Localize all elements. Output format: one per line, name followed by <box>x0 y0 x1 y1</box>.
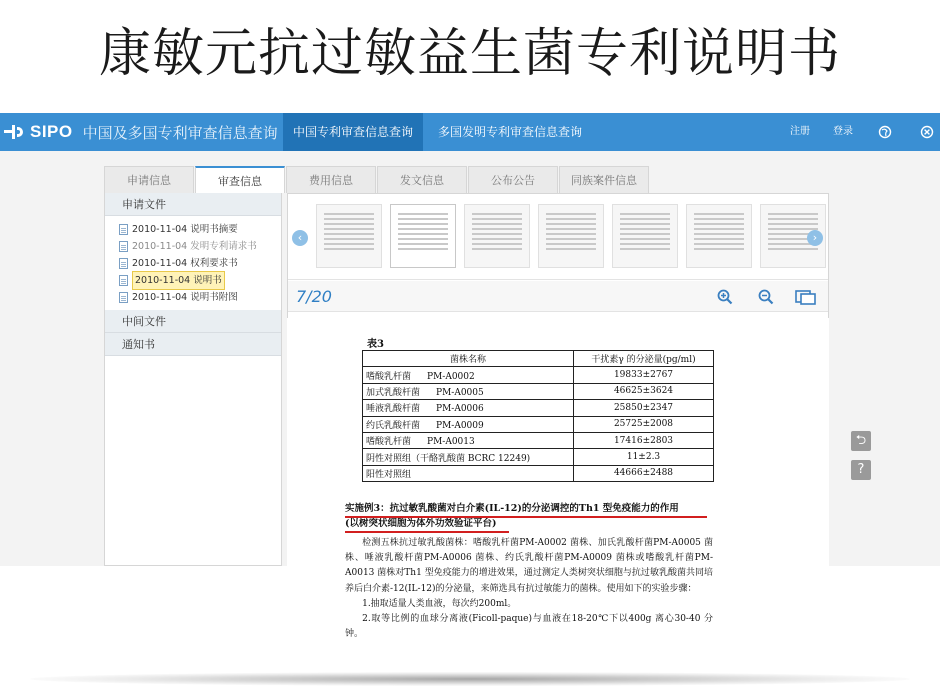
zoom-out-icon[interactable] <box>757 288 775 306</box>
next-arrow-icon[interactable]: › <box>807 230 823 246</box>
file-item-drawings[interactable]: 2010-11-04 说明书附图 <box>119 289 281 306</box>
tab-publication[interactable]: 公布公告 <box>468 166 558 193</box>
page-shadow <box>30 672 910 686</box>
site-name: 中国及多国专利审查信息查询 <box>82 123 278 142</box>
help-icon[interactable]: ? <box>851 460 871 480</box>
fit-page-icon[interactable] <box>795 288 817 306</box>
page-thumbnail[interactable] <box>538 204 604 268</box>
banner-title: 康敏元抗过敏益生菌专利说明书 <box>98 24 841 84</box>
tab-multi-country-query[interactable]: 多国发明专利审查信息查询 <box>437 125 582 139</box>
document-page <box>287 318 829 670</box>
viewer-toolbar <box>288 281 828 312</box>
page-indicator: 7/20 <box>296 287 332 306</box>
file-item-claims[interactable]: 2010-11-04 权利要求书 <box>119 255 281 272</box>
register-link[interactable]: 注册 <box>790 126 810 137</box>
page-thumbnail[interactable] <box>612 204 678 268</box>
sub-tab-bar <box>104 166 650 193</box>
thumbnail-strip <box>288 194 828 280</box>
body-paragraph: 检测五株抗过敏乳酸菌株：嗜酸乳杆菌PM-A0002 菌株、加氏乳酸杆菌PM-A0005 菌株、唾液乳酸杆菌PM-A0006 菌株、约氏乳酸杆菌PM-A0009 菌株或嗜酸乳杆菌PM-A0013 菌株对Th1 型免疫能力的增进效果，通过测定人类树突状细胞与抗过敏乳酸菌共同培养后白介素-12(IL-12)的分泌量，来筛选具有抗过敏能力的菌株。使用如下的实验步骤： <box>345 538 713 594</box>
file-item-request[interactable]: 2010-11-04 发明专利请求书 <box>119 238 281 255</box>
page-thumbnail[interactable] <box>464 204 530 268</box>
login-link[interactable]: 登录 <box>833 126 853 137</box>
section-notices[interactable]: 通知书 <box>105 333 281 356</box>
table-row: 阳性对照组 44666±2488 <box>363 465 714 481</box>
tab-examination-info[interactable]: 审查信息 <box>195 166 285 193</box>
document-sidebar <box>104 193 282 566</box>
document-icon <box>119 292 128 303</box>
file-item-abstract[interactable]: 2010-11-04 说明书摘要 <box>119 221 281 238</box>
tab-fee-info[interactable]: 费用信息 <box>286 166 376 193</box>
table-caption: 表3 <box>367 339 384 350</box>
prev-arrow-icon[interactable]: ‹ <box>292 230 308 246</box>
tab-china-patent-query[interactable]: 中国专利审查信息查询 <box>283 113 423 151</box>
tab-dispatch-info[interactable]: 发文信息 <box>377 166 467 193</box>
close-icon[interactable] <box>920 125 934 139</box>
body-text <box>345 536 713 642</box>
section-intermediate-docs[interactable]: 中间文件 <box>105 310 281 333</box>
table-row: 唾液乳酸杆菌 PM-A0006 25850±2347 <box>363 400 714 416</box>
file-item-description[interactable]: 2010-11-04 说明书 <box>119 272 281 289</box>
table-row: 嗜酸乳杆菌 PM-A0013 17416±2803 <box>363 432 714 448</box>
step-2: 2.取等比例的血球分离液(Ficoll-paque)与血液在18-20℃下以400g 离心30-40 分钟。 <box>345 614 713 640</box>
red-underline <box>345 531 509 533</box>
table-row: 嗜酸乳杆菌 PM-A0002 19833±2767 <box>363 367 714 383</box>
globe-icon[interactable] <box>878 125 892 139</box>
file-list <box>105 216 281 310</box>
document-icon <box>119 275 128 286</box>
sipo-logo[interactable] <box>0 113 278 151</box>
table-row: 阴性对照组（干酪乳酸菌 BCRC 12249) 11±2.3 <box>363 449 714 465</box>
section-application-docs[interactable]: 申请文件 <box>105 193 281 216</box>
page-thumbnail[interactable] <box>316 204 382 268</box>
document-icon <box>119 258 128 269</box>
tab-family-cases[interactable]: 同族案件信息 <box>559 166 649 193</box>
example-heading-line1: 实施例3：抗过敏乳酸菌对白介素(IL-12)的分泌调控的Th1 型免疫能力的作用 <box>345 503 679 514</box>
top-navigation-bar <box>0 113 940 151</box>
document-icon <box>119 224 128 235</box>
zoom-in-icon[interactable] <box>716 288 734 306</box>
back-icon[interactable]: ⮌ <box>851 431 871 451</box>
page-thumbnail-current[interactable] <box>390 204 456 268</box>
table-row: 约氏乳酸杆菌 PM-A0009 25725±2008 <box>363 416 714 432</box>
column-header: 干扰素γ 的分泌量(pg/ml) <box>574 351 714 367</box>
step-1: 1.抽取适量人类血液，每次约200ml。 <box>362 598 517 609</box>
strain-table <box>362 350 714 482</box>
column-header: 菌株名称 <box>363 351 574 367</box>
example-heading-line2: (以树突状细胞为体外功效验证平台) <box>345 518 497 529</box>
page-thumbnail[interactable] <box>686 204 752 268</box>
table-row: 加式乳酸杆菌 PM-A0005 46625±3624 <box>363 383 714 399</box>
document-icon <box>119 241 128 252</box>
tab-application-info[interactable]: 申请信息 <box>104 166 194 193</box>
sipo-logo-icon <box>2 122 28 142</box>
table-header-row <box>363 351 714 367</box>
logo-text: SIPO <box>30 122 73 141</box>
red-underline <box>345 516 707 518</box>
